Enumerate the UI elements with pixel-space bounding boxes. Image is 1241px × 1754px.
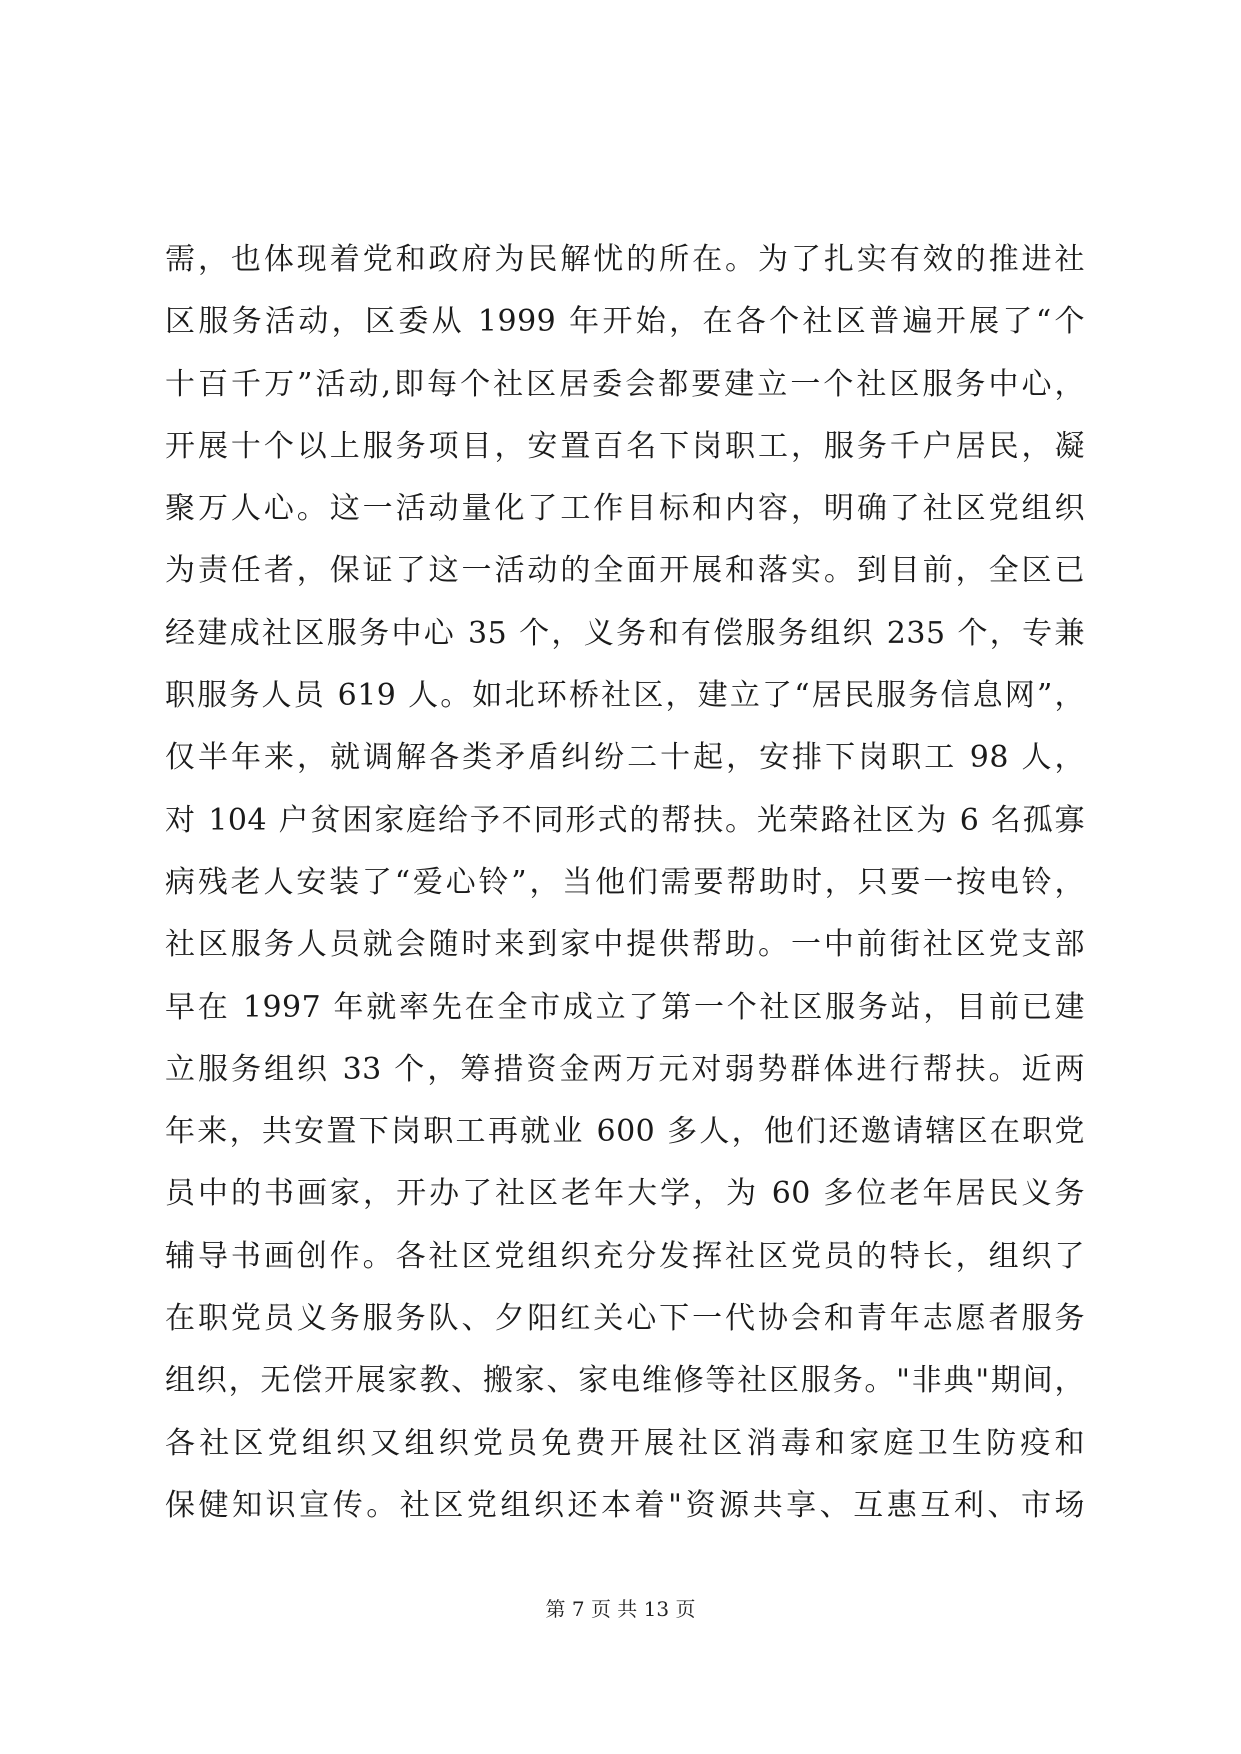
text-line: 职服务人员 619 人。如北环桥社区，建立了“居民服务信息网”，	[165, 678, 1085, 714]
text-line: 区服务活动，区委从 1999 年开始，在各个社区普遍开展了“个	[165, 304, 1085, 340]
text-line: 病残老人安装了“爱心铃”，当他们需要帮助时，只要一按电铃，	[165, 864, 1085, 900]
body-paragraph	[165, 229, 1085, 1537]
page-number-footer: 第 7 页 共 13 页	[545, 1597, 696, 1621]
text-line: 社区服务人员就会随时来到家中提供帮助。一中前街社区党支部	[165, 927, 1085, 963]
text-line: 保健知识宣传。社区党组织还本着"资源共享、互惠互利、市场	[165, 1487, 1085, 1523]
text-line: 员中的书画家，开办了社区老年大学，为 60 多位老年居民义务	[165, 1176, 1085, 1212]
text-line: 在职党员义务服务队、夕阳红关心下一代协会和青年志愿者服务	[165, 1301, 1085, 1337]
text-line: 早在 1997 年就率先在全市成立了第一个社区服务站，目前已建	[165, 989, 1085, 1025]
text-line: 仅半年来，就调解各类矛盾纠纷二十起，安排下岗职工 98 人，	[165, 740, 1085, 776]
text-line: 立服务组织 33 个，筹措资金两万元对弱势群体进行帮扶。近两	[165, 1051, 1085, 1087]
text-line: 组织，无偿开展家教、搬家、家电维修等社区服务。"非典"期间，	[165, 1363, 1085, 1399]
text-line: 年来，共安置下岗职工再就业 600 多人，他们还邀请辖区在职党	[165, 1114, 1085, 1150]
text-line: 开展十个以上服务项目，安置百名下岗职工，服务千户居民，凝	[165, 428, 1085, 464]
text-line: 为责任者，保证了这一活动的全面开展和落实。到目前，全区已	[165, 553, 1085, 589]
text-line: 对 104 户贫困家庭给予不同形式的帮扶。光荣路社区为 6 名孤寡	[165, 802, 1085, 838]
text-line: 需，也体现着党和政府为民解忧的所在。为了扎实有效的推进社	[165, 242, 1085, 277]
text-line: 聚万人心。这一活动量化了工作目标和内容，明确了社区党组织	[165, 491, 1085, 527]
text-line: 各社区党组织又组织党员免费开展社区消毒和家庭卫生防疫和	[165, 1425, 1085, 1461]
text-line: 十百千万”活动,即每个社区居委会都要建立一个社区服务中心，	[165, 366, 1085, 402]
text-line: 经建成社区服务中心 35 个，义务和有偿服务组织 235 个，专兼	[165, 615, 1085, 651]
text-line: 辅导书画创作。各社区党组织充分发挥社区党员的特长，组织了	[165, 1238, 1085, 1274]
